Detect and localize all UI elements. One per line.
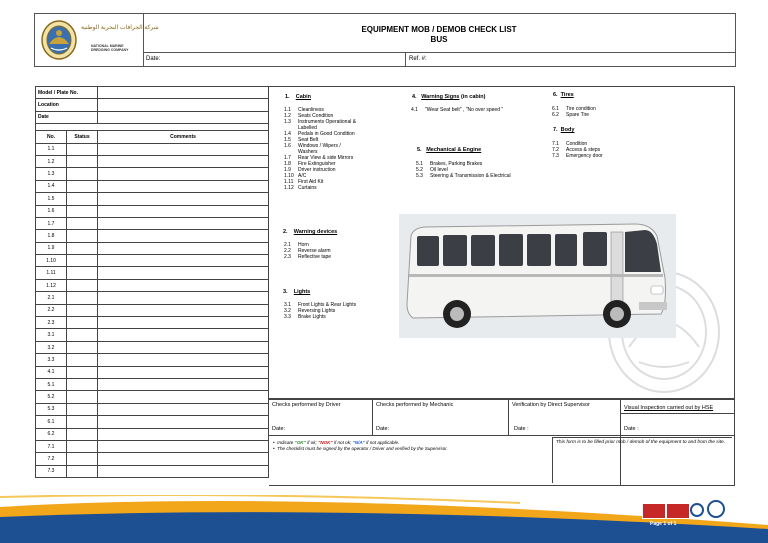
list-item [411, 107, 503, 113]
ok-code: "OK" [294, 440, 306, 445]
section-title-text: Warning devices [293, 229, 338, 235]
section-body-title [553, 127, 574, 133]
item-number: 7.2 [552, 147, 559, 153]
header-fields-row [143, 52, 735, 67]
table-row [36, 317, 269, 329]
table-row [36, 341, 269, 353]
mechanical-list [416, 161, 511, 179]
status-field[interactable] [67, 366, 98, 378]
item-number: 7.3 [552, 153, 559, 159]
checklist-items-panel [269, 86, 735, 400]
item-text: Access & steps [566, 147, 601, 153]
status-field[interactable] [67, 465, 98, 477]
header-no: No. [36, 131, 67, 143]
status-field[interactable] [67, 255, 98, 267]
driver-label: Checks performed by Driver [272, 402, 341, 408]
item-text: Tire condition [566, 106, 596, 112]
table-row [36, 242, 269, 254]
comments-field[interactable] [98, 354, 269, 366]
item-text: First Aid Kit [298, 179, 324, 185]
item-number: 1.9 [284, 167, 291, 173]
table-row [36, 440, 269, 452]
company-name-arabic: شركة الجرافات البحرية الوطنية [81, 25, 159, 31]
info-label: Date [36, 111, 98, 123]
comments-field[interactable] [98, 341, 269, 353]
section-title-text: Body [560, 127, 575, 133]
comments-field[interactable] [98, 317, 269, 329]
nok-code: "NOK" [318, 440, 333, 445]
supervisor-date-label: Date : [514, 426, 529, 432]
list-item [552, 153, 603, 159]
table-row [36, 255, 269, 267]
item-text: Seat Belt [298, 137, 319, 143]
table-row [36, 292, 269, 304]
spacer-row [36, 124, 269, 131]
comments-field[interactable] [98, 428, 269, 440]
comments-field[interactable] [98, 292, 269, 304]
status-field[interactable] [67, 180, 98, 192]
driver-date-label: Date: [272, 426, 286, 432]
supervisor-label: Verification by Direct Supervisor [512, 402, 590, 408]
item-text: Fire Extinguisher [298, 161, 336, 167]
mechanic-label: Checks performed by Mechanic [376, 402, 454, 408]
note-text: if not applicable. [364, 440, 400, 445]
item-number: 1.6 [284, 143, 291, 149]
row-number: 1.6 [36, 205, 67, 217]
status-field[interactable] [67, 403, 98, 415]
note-text: The checklist must be signed by the operator / Driver and verified by the Supervisor. [277, 446, 448, 451]
item-number: 2.1 [284, 242, 291, 248]
body-list [552, 141, 603, 159]
section-title-text: Warning Signs [421, 94, 460, 100]
document-title: EQUIPMENT MOB / DEMOB CHECK LIST [361, 25, 517, 34]
row-number: 7.1 [36, 440, 67, 452]
table-row [36, 143, 269, 155]
row-number: 3.2 [36, 341, 67, 353]
item-text: Seats Condition [298, 113, 334, 119]
document-header [34, 13, 736, 67]
table-row [36, 205, 269, 217]
section-tires-title [553, 92, 574, 98]
company-name-line1: NATIONAL MARINE [91, 44, 124, 48]
ref-label: Ref. #: [405, 53, 430, 67]
item-text: Condition [566, 141, 588, 147]
table-row [36, 230, 269, 242]
note-1: • Indicate "OK" if ok; "NOK" if not ok; "N/A" if not applicable. [273, 440, 400, 445]
section-cabin-title [285, 94, 311, 100]
hse-date-label: Date : [624, 426, 639, 432]
section-number: 5. [417, 147, 422, 153]
comments-field[interactable] [98, 391, 269, 403]
table-row [36, 354, 269, 366]
item-text: Reversing Lights [298, 308, 336, 314]
row-number: 2.1 [36, 292, 67, 304]
status-field[interactable] [67, 267, 98, 279]
item-number: 1.2 [284, 113, 291, 119]
comments-field[interactable] [98, 403, 269, 415]
table-row [36, 304, 269, 316]
status-field[interactable] [67, 230, 98, 242]
row-number: 1.7 [36, 217, 67, 229]
header-comments: Comments [98, 131, 269, 143]
item-text: Washers [298, 149, 318, 155]
column-header-row [36, 131, 269, 143]
info-value-field[interactable] [98, 99, 269, 111]
section-title-text: Cabin [295, 94, 311, 100]
row-number: 1.9 [36, 242, 67, 254]
item-number: 7.1 [552, 141, 559, 147]
row-number: 4.1 [36, 366, 67, 378]
comments-field[interactable] [98, 304, 269, 316]
table-row [36, 453, 269, 465]
item-text: Reflective tape [298, 254, 332, 260]
info-row [36, 111, 269, 123]
list-item [284, 254, 331, 260]
list-item [552, 112, 596, 118]
row-number: 7.2 [36, 453, 67, 465]
page-number: Page 1 of 1 [650, 521, 677, 527]
comments-field[interactable] [98, 230, 269, 242]
table-row [36, 391, 269, 403]
row-number: 1.12 [36, 279, 67, 291]
item-number: 5.2 [416, 167, 423, 173]
item-text: Driver instruction [298, 167, 336, 173]
row-number: 7.3 [36, 465, 67, 477]
item-number: 3.1 [284, 302, 291, 308]
comments-field[interactable] [98, 453, 269, 465]
signoff-table [269, 398, 735, 486]
section-title-text: Lights [293, 289, 311, 295]
item-text: Instruments Operational & [298, 119, 357, 125]
section-suffix: (in cabin) [461, 94, 486, 100]
info-value-field[interactable] [98, 87, 269, 99]
info-label: Location [36, 99, 98, 111]
section-mechanical-title [417, 147, 481, 153]
row-number: 1.2 [36, 155, 67, 167]
item-number: 1.3 [284, 119, 291, 125]
certification-badge-3-icon [690, 503, 704, 517]
certification-badge-2-icon [666, 503, 690, 519]
item-number: 5.1 [416, 161, 423, 167]
section-number: 2. [283, 229, 288, 235]
item-number: 1.4 [284, 131, 291, 137]
table-row [36, 193, 269, 205]
item-number: 6.1 [552, 106, 559, 112]
item-text: Rear View & side Mirrors [298, 155, 354, 161]
status-field[interactable] [67, 193, 98, 205]
bus-image [399, 214, 676, 338]
info-row [36, 99, 269, 111]
status-field[interactable] [67, 317, 98, 329]
row-number: 1.5 [36, 193, 67, 205]
section-warning-signs-title [412, 94, 485, 100]
header-status: Status [67, 131, 98, 143]
item-text: Brakes, Parking Brakes [430, 161, 483, 167]
note-text: if not ok; [332, 440, 353, 445]
item-text: Labelled [298, 125, 317, 131]
row-number: 6.2 [36, 428, 67, 440]
item-text: Steering & Transmission & Electrical [430, 173, 511, 179]
item-number: 5.3 [416, 173, 423, 179]
row-number: 6.1 [36, 416, 67, 428]
table-row [36, 279, 269, 291]
status-field[interactable] [67, 428, 98, 440]
item-number: 3.3 [284, 314, 291, 320]
comments-field[interactable] [98, 168, 269, 180]
warning-devices-list [284, 242, 331, 260]
row-number: 1.1 [36, 143, 67, 155]
company-name-line2: DREDGING COMPANY [91, 48, 129, 52]
section-number: 4. [412, 94, 417, 100]
status-field[interactable] [67, 354, 98, 366]
item-text: Curtains [298, 185, 317, 191]
mechanic-cell [373, 399, 509, 435]
item-number: 2.2 [284, 248, 291, 254]
driver-cell [269, 399, 373, 435]
row-number: 2.2 [36, 304, 67, 316]
item-number: 1.7 [284, 155, 291, 161]
section-title-text: Tires [560, 92, 574, 98]
status-field[interactable] [67, 205, 98, 217]
section-number: 6. [553, 92, 558, 98]
section-warning-devices-title [283, 229, 337, 235]
item-text: Emergency door [566, 153, 603, 159]
item-number: 1.11 [284, 179, 294, 185]
status-field[interactable] [67, 304, 98, 316]
comments-field[interactable] [98, 205, 269, 217]
table-row [36, 366, 269, 378]
tuv-badge-icon [707, 500, 725, 518]
status-field[interactable] [67, 341, 98, 353]
item-text: Windows / Wipers / [298, 143, 341, 149]
item-number: 3.2 [284, 308, 291, 314]
table-row [36, 465, 269, 477]
hse-label: Visual Inspection carried out by HSE [624, 405, 714, 411]
table-row [36, 168, 269, 180]
section-number: 7. [553, 127, 558, 133]
comments-field[interactable] [98, 180, 269, 192]
section-number: 3. [283, 289, 288, 295]
row-number: 1.11 [36, 267, 67, 279]
status-field[interactable] [67, 155, 98, 167]
table-row [36, 403, 269, 415]
row-number: 5.3 [36, 403, 67, 415]
status-field[interactable] [67, 440, 98, 452]
row-number: 1.4 [36, 180, 67, 192]
item-text: Oil level [430, 167, 448, 173]
list-item [416, 173, 511, 179]
status-field[interactable] [67, 242, 98, 254]
row-number: 1.8 [36, 230, 67, 242]
document-subtitle: BUS [430, 35, 448, 44]
info-value-field[interactable] [98, 111, 269, 123]
status-field[interactable] [67, 292, 98, 304]
comments-field[interactable] [98, 440, 269, 452]
comments-field[interactable] [98, 155, 269, 167]
item-text: Brake Lights [298, 314, 326, 320]
row-number: 1.10 [36, 255, 67, 267]
item-number: 1.5 [284, 137, 291, 143]
date-label: Date: [146, 56, 161, 62]
item-text: Horn [298, 242, 309, 248]
status-field[interactable] [67, 378, 98, 390]
table-row [36, 329, 269, 341]
item-number: 4.1 [411, 107, 418, 113]
row-number: 2.3 [36, 317, 67, 329]
status-field[interactable] [67, 168, 98, 180]
status-field[interactable] [67, 391, 98, 403]
row-number: 3.1 [36, 329, 67, 341]
item-number: 1.8 [284, 161, 291, 167]
table-row [36, 217, 269, 229]
comments-field[interactable] [98, 217, 269, 229]
item-text: Pedals in Good Condition [298, 131, 355, 137]
item-text: "Wear Seat belt" , "No over speed " [425, 107, 504, 113]
status-field[interactable] [67, 416, 98, 428]
comments-field[interactable] [98, 255, 269, 267]
comments-field[interactable] [98, 329, 269, 341]
note-text: if ok; [305, 440, 319, 445]
comments-field[interactable] [98, 242, 269, 254]
certification-badge-1-icon [642, 503, 666, 519]
row-number: 1.3 [36, 168, 67, 180]
cabin-items-list [284, 107, 356, 191]
section-title-text: Mechanical & Engine [426, 147, 482, 153]
notes-block [273, 440, 507, 452]
hse-divider [621, 413, 734, 414]
item-number: 1.12 [284, 185, 294, 191]
comments-field[interactable] [98, 143, 269, 155]
status-field[interactable] [67, 329, 98, 341]
status-field[interactable] [67, 279, 98, 291]
table-row [36, 267, 269, 279]
item-text: Cleanliness [298, 107, 324, 113]
comments-field[interactable] [98, 416, 269, 428]
comments-field[interactable] [98, 465, 269, 477]
tires-list [552, 106, 596, 118]
warning-signs-list [411, 107, 503, 113]
item-number: 1.1 [284, 107, 291, 113]
info-label: Model / Plate No. [36, 87, 98, 99]
item-number: 2.3 [284, 254, 291, 260]
section-number: 1. [285, 94, 290, 100]
spacer-cell [36, 124, 269, 131]
hse-cell [621, 399, 734, 435]
status-field[interactable] [67, 217, 98, 229]
title-block [143, 14, 735, 52]
info-row [36, 87, 269, 99]
list-item [284, 185, 356, 191]
item-text: Reverse alarm [298, 248, 331, 254]
comments-field[interactable] [98, 366, 269, 378]
table-row [36, 378, 269, 390]
status-field[interactable] [67, 143, 98, 155]
table-row [36, 416, 269, 428]
emblem-icon [39, 18, 79, 62]
table-row [36, 428, 269, 440]
note-text: Indicate [277, 440, 295, 445]
item-text: Spare Tire [566, 112, 590, 118]
table-row [36, 155, 269, 167]
list-item [284, 314, 356, 320]
comments-field[interactable] [98, 267, 269, 279]
row-number: 3.3 [36, 354, 67, 366]
checklist-table [35, 86, 269, 478]
item-number: 6.2 [552, 112, 559, 118]
comments-field[interactable] [98, 193, 269, 205]
item-text: Front Lights & Rear Lights [298, 302, 357, 308]
mechanic-date-label: Date: [376, 426, 390, 432]
status-field[interactable] [67, 453, 98, 465]
lights-list [284, 302, 356, 320]
item-text: A/C [298, 173, 307, 179]
row-number: 5.2 [36, 391, 67, 403]
section-lights-title [283, 289, 310, 295]
na-code: "N/A" [352, 440, 365, 445]
comments-field[interactable] [98, 378, 269, 390]
note-2: • The checklist must be signed by the operator / Driver and verified by the Supervisor. [273, 446, 448, 451]
row-number: 5.1 [36, 378, 67, 390]
row-divider [269, 435, 734, 436]
item-number: 1.10 [284, 173, 294, 179]
comments-field[interactable] [98, 279, 269, 291]
form-instruction: This form is to be filled prior mob / demob of the equipment to and from the site. [552, 437, 732, 483]
table-row [36, 180, 269, 192]
